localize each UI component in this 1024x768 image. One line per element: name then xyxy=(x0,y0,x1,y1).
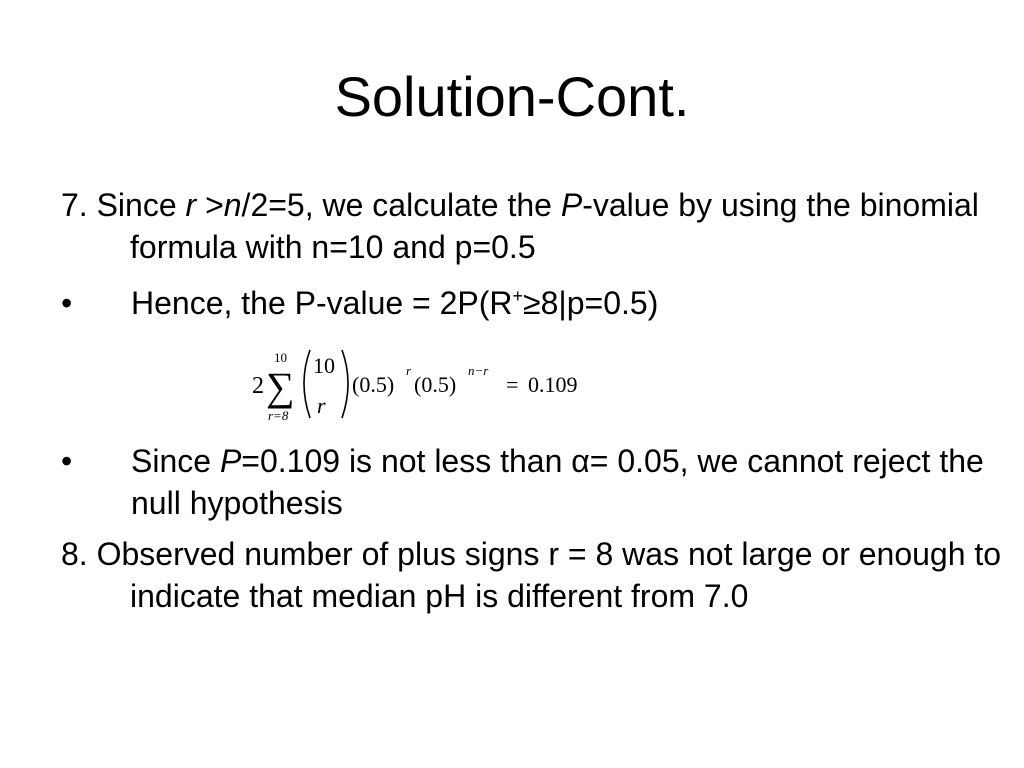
binomial-bottom: r xyxy=(317,393,326,418)
binomial-sum-formula xyxy=(246,338,606,428)
var-n: n xyxy=(223,187,242,223)
bullet-marker: • xyxy=(61,285,73,321)
step-8-text: 8. Observed number of plus signs r = 8 was not large or enough to indicate that median pH is different from 7.0 xyxy=(61,536,1002,614)
bullet-conclusion: • Since P=0.109 is not less than α= 0.05, we cannot reject the null hypothesis xyxy=(61,440,991,524)
summation-symbol: ∑ xyxy=(266,364,295,409)
var-P: P xyxy=(560,187,583,223)
formula-coefficient: 2 xyxy=(252,373,264,399)
binomial-right-paren xyxy=(342,350,348,418)
var-P: P xyxy=(219,443,242,479)
bullet-marker: • xyxy=(61,443,73,479)
exponent-2: n−r xyxy=(468,363,489,378)
exponent-1: r xyxy=(406,363,412,378)
binomial-left-paren xyxy=(304,350,310,418)
page-title: Solution-Cont. xyxy=(334,65,690,128)
term-2: (0.5) xyxy=(414,372,457,397)
equals-sign: = xyxy=(506,372,519,397)
step-7-text: 7. Since r >n/2=5, we calculate the P-value by using the binomial formula with n=10 and p=0.5 xyxy=(61,187,979,265)
term-1: (0.5) xyxy=(352,372,395,397)
sum-upper-limit: 10 xyxy=(274,350,287,365)
alpha-symbol: α xyxy=(571,443,590,479)
bullet-pvalue: • Hence, the P-value = 2P(R+≥8|p=0.5) xyxy=(61,282,991,324)
sum-lower-limit: r=8 xyxy=(268,408,289,423)
var-r: r xyxy=(185,187,197,223)
formula-result: 0.109 xyxy=(528,372,578,397)
binomial-top: 10 xyxy=(313,353,335,378)
